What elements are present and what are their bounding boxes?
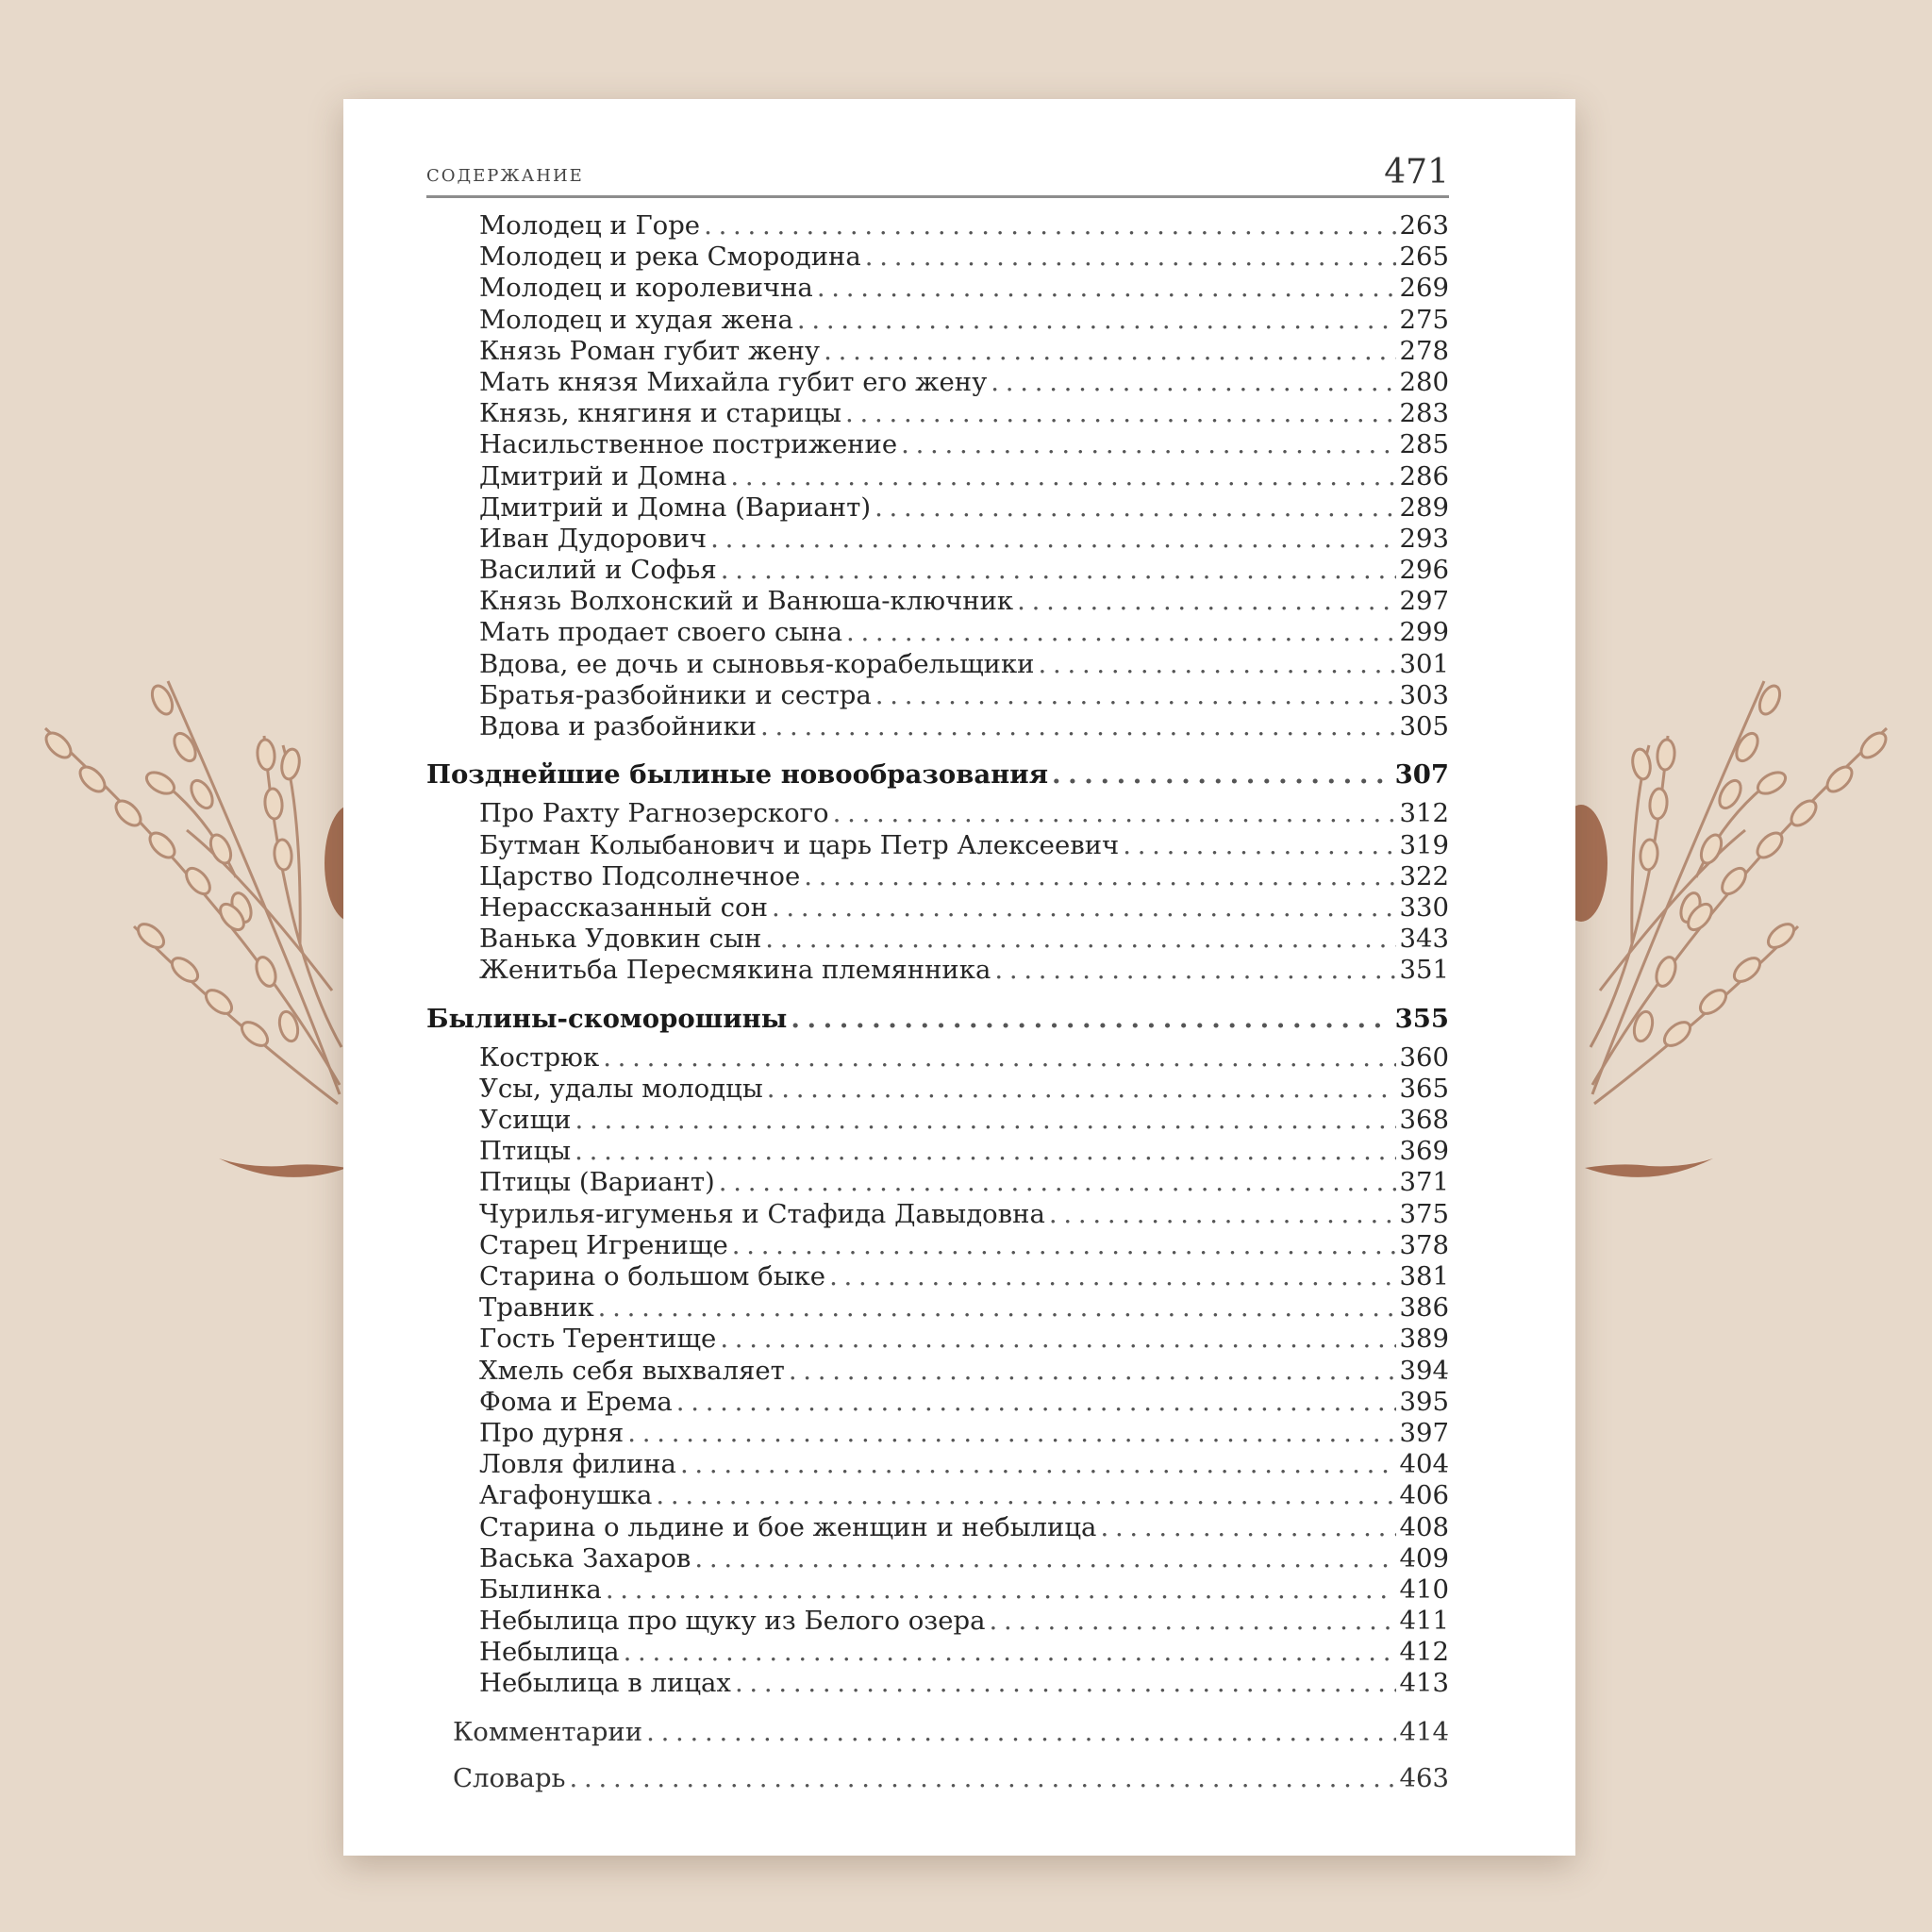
running-header [426,148,1449,198]
toc-dot-leader [720,1324,1395,1354]
toc-entry [426,398,1449,429]
toc-dot-leader [994,955,1395,985]
toc-entry-page: 296 [1399,555,1449,586]
toc-entry-title: Небылица про щуку из Белого озера [479,1606,986,1637]
toc-entry-page: 305 [1399,711,1449,741]
toc-entry [426,1387,1449,1418]
toc-dot-leader [760,711,1395,741]
toc-entry-page: 312 [1399,798,1449,829]
toc-entry-title: Словарь [453,1762,566,1793]
toc-entry [426,1042,1449,1074]
toc-entry-page: 265 [1399,242,1449,273]
toc-dot-leader [1100,1512,1395,1542]
toc-dot-leader [730,461,1395,491]
toc-dot-leader [767,1074,1396,1104]
toc-dot-leader [570,1763,1396,1793]
toc-entry-title: Про дурня [479,1417,625,1448]
toc-entry-page: 289 [1399,491,1449,523]
toc-entry [426,892,1449,924]
toc-entry [426,1449,1449,1480]
toc-entry [426,1543,1449,1574]
toc-entry-title: Молодец и Горе [479,210,701,241]
toc-entry [426,555,1449,586]
toc-dot-leader [646,1717,1395,1747]
toc-entry-title: Вдова и разбойники [479,711,758,741]
toc-entry-title: Ловля филина [479,1449,676,1480]
toc-entry [426,1136,1449,1167]
toc-entry-title: Небылица [479,1637,620,1668]
toc-entry-page: 409 [1399,1542,1449,1574]
toc-entry [426,492,1449,524]
toc-entry [426,461,1449,492]
toc-entry-title: Князь Волхонский и Ванюша-ключник [479,586,1014,617]
toc-dot-leader [875,680,1396,710]
toc-entry [426,1637,1449,1668]
toc-section-heading [426,759,1449,791]
toc-entry [426,1292,1449,1324]
toc-entry [426,1199,1449,1230]
toc-entry-page: 463 [1399,1762,1449,1793]
toc-entry-page: 394 [1399,1355,1449,1386]
toc-dot-leader [680,1449,1396,1479]
toc-entry-page: 404 [1399,1449,1449,1480]
toc-entry-title: Травник [479,1292,594,1324]
toc-appendix-entry [426,1763,1449,1794]
toc-entry [426,924,1449,955]
toc-entry-title: Старина о льдине и бое женщин и небылица [479,1511,1097,1542]
toc-entry-title: Васька Захаров [479,1542,691,1574]
toc-entry-page: 319 [1399,829,1449,860]
toc-dot-leader [874,492,1395,523]
toc-entry-title: Агафонушка [479,1480,653,1511]
toc-entry [426,242,1449,273]
page-number: 471 [1384,153,1449,192]
toc-entry [426,649,1449,680]
toc-entry-page: 381 [1399,1261,1449,1291]
toc-entry [426,1074,1449,1105]
toc-entry-title: Мать продает своего сына [479,617,842,648]
toc-dot-leader [1052,759,1391,790]
toc-entry [426,1105,1449,1136]
toc-dot-leader [990,1606,1396,1636]
toc-dot-leader [606,1574,1396,1605]
toc-dot-leader [791,1004,1391,1034]
toc-entry-page: 330 [1399,891,1449,923]
toc-entry [426,1668,1449,1699]
toc-entry-title: Птицы (Вариант) [479,1167,715,1198]
toc-dot-leader [721,555,1396,585]
toc-entry-title: Усищи [479,1105,572,1136]
toc-dot-leader [694,1543,1395,1574]
toc-entry-title: Позднейшие былиные новообразования [426,759,1049,791]
toc-entry-page: 408 [1399,1511,1449,1542]
toc-entry-title: Чурилья-игуменья и Стафида Давыдовна [479,1198,1045,1229]
toc-entry-page: 351 [1399,955,1449,986]
right-willow-branch-icon [1555,681,1890,1177]
toc-entry [426,830,1449,861]
toc-entry-title: Былинка [479,1574,602,1605]
toc-dot-leader [575,1105,1396,1135]
toc-dot-leader [833,798,1396,828]
toc-entry-page: 365 [1399,1073,1449,1104]
toc-entry-page: 375 [1399,1198,1449,1229]
toc-entry-title: Про Рахту Рагнозерского [479,798,829,829]
toc-entry [426,1261,1449,1292]
toc-dot-leader [797,305,1396,335]
toc-dot-leader [817,273,1396,303]
left-willow-branch-icon [42,681,377,1177]
toc-dot-leader [789,1356,1396,1386]
toc-entry [426,1230,1449,1261]
toc-entry-page: 413 [1399,1668,1449,1699]
toc-entry [426,1480,1449,1511]
toc-entry-page: 395 [1399,1386,1449,1417]
toc-entry-page: 283 [1399,398,1449,429]
book-page [343,99,1575,1856]
toc-entry-title: Вдова, ее дочь и сыновья-корабельщики [479,648,1035,679]
toc-entry [426,1167,1449,1198]
toc-entry-page: 269 [1399,273,1449,304]
toc-entry-title: Василий и Софья [479,555,717,586]
toc-dot-leader [624,1637,1396,1667]
toc-dot-leader [845,398,1395,428]
table-of-contents [426,210,1449,1794]
toc-entry-page: 297 [1399,586,1449,617]
toc-entry-page: 278 [1399,335,1449,366]
toc-dot-leader [575,1136,1395,1166]
toc-entry [426,1512,1449,1543]
toc-entry-title: Молодец и худая жена [479,304,793,335]
toc-entry [426,711,1449,742]
toc-entry [426,861,1449,892]
toc-entry [426,367,1449,398]
toc-entry-title: Кострюк [479,1041,600,1073]
toc-entry-page: 368 [1399,1105,1449,1136]
toc-entry [426,273,1449,304]
toc-entry-page: 343 [1399,924,1449,955]
toc-entry-title: Женитьба Пересмякина племянника [479,955,991,986]
toc-entry [426,586,1449,617]
toc-entry-title: Ванька Удовкин сын [479,924,762,955]
toc-entry-page: 411 [1399,1606,1449,1637]
toc-entry-title: Насильственное пострижение [479,429,898,460]
toc-entry-page: 410 [1399,1574,1449,1605]
toc-dot-leader [804,861,1395,891]
toc-entry [426,524,1449,555]
toc-entry-page: 322 [1399,860,1449,891]
toc-entry [426,617,1449,648]
toc-entry [426,1606,1449,1637]
toc-entry-page: 414 [1399,1716,1449,1747]
toc-dot-leader [1017,586,1395,616]
toc-entry [426,1324,1449,1355]
toc-entry-title: Молодец и королевична [479,273,813,304]
toc-dot-leader [765,924,1395,954]
toc-entry-title: Старец Игренище [479,1229,728,1260]
toc-entry-title: Дмитрий и Домна (Вариант) [479,491,872,523]
toc-entry-title: Молодец и река Смородина [479,242,861,273]
toc-dot-leader [735,1668,1396,1698]
right-leaf-bottom [1585,1158,1713,1177]
toc-entry-title: Нерассказанный сон [479,891,768,923]
toc-dot-leader [829,1261,1395,1291]
toc-dot-leader [772,892,1396,923]
toc-entry-page: 369 [1399,1136,1449,1167]
toc-entry-page: 280 [1399,366,1449,397]
toc-entry-page: 397 [1399,1417,1449,1448]
toc-entry [426,680,1449,711]
toc-entry-page: 355 [1394,1003,1449,1034]
toc-entry-page: 275 [1399,304,1449,335]
toc-entry-title: Князь, княгиня и старицы [479,398,842,429]
toc-entry-page: 371 [1399,1167,1449,1198]
toc-entry [426,305,1449,336]
toc-entry-title: Птицы [479,1136,572,1167]
toc-entry-title: Иван Дудорович [479,523,708,554]
toc-entry-title: Царство Подсолнечное [479,860,801,891]
toc-dot-leader [1049,1199,1396,1229]
toc-entry [426,798,1449,829]
toc-entry-title: Мать князя Михайла губит его жену [479,366,988,397]
toc-entry-page: 307 [1394,759,1449,791]
toc-entry-page: 406 [1399,1480,1449,1511]
toc-entry-page: 360 [1399,1041,1449,1073]
toc-entry [426,1418,1449,1449]
toc-dot-leader [1039,649,1396,679]
toc-dot-leader [710,524,1395,554]
toc-entry [426,336,1449,367]
toc-entry [426,1356,1449,1387]
toc-entry-page: 412 [1399,1637,1449,1668]
toc-dot-leader [656,1480,1395,1510]
toc-entry-title: Небылица в лицах [479,1668,731,1699]
toc-entry-title: Фома и Ерема [479,1386,673,1417]
toc-entry-page: 293 [1399,523,1449,554]
toc-entry-title: Усы, удалы молодцы [479,1073,763,1104]
toc-dot-leader [603,1042,1395,1073]
toc-dot-leader [676,1387,1396,1417]
toc-dot-leader [865,242,1396,272]
toc-dot-leader [719,1167,1396,1197]
toc-entry-title: Князь Роман губит жену [479,335,821,366]
toc-dot-leader [732,1230,1396,1260]
toc-dot-leader [991,367,1395,397]
toc-entry-page: 378 [1399,1229,1449,1260]
toc-entry [426,1574,1449,1606]
toc-entry-page: 386 [1399,1292,1449,1324]
toc-entry-title: Старина о большом быке [479,1261,826,1291]
toc-entry-page: 285 [1399,429,1449,460]
toc-entry-page: 303 [1399,679,1449,710]
running-header-title: содержание [426,159,584,188]
toc-entry [426,955,1449,986]
toc-entry [426,429,1449,460]
left-leaf-bottom [219,1158,347,1177]
toc-entry-title: Дмитрий и Домна [479,460,727,491]
toc-entry-page: 286 [1399,460,1449,491]
toc-entry [426,210,1449,242]
toc-dot-leader [598,1292,1396,1323]
toc-entry-title: Гость Терентище [479,1324,717,1355]
toc-entry-title: Хмель себя выхваляет [479,1355,785,1386]
toc-entry-title: Былины-скоморошины [426,1003,788,1034]
toc-dot-leader [901,429,1395,459]
toc-dot-leader [846,617,1396,647]
toc-entry-title: Комментарии [453,1716,643,1747]
toc-entry-page: 389 [1399,1324,1449,1355]
toc-dot-leader [1123,830,1395,860]
toc-dot-leader [704,210,1395,241]
toc-entry-title: Бутман Колыбанович и царь Петр Алексеевич [479,829,1120,860]
toc-entry-page: 299 [1399,617,1449,648]
toc-entry-page: 301 [1399,648,1449,679]
toc-dot-leader [824,336,1395,366]
toc-appendix-entry [426,1717,1449,1748]
toc-dot-leader [627,1418,1395,1448]
toc-entry-page: 263 [1399,210,1449,241]
toc-section-heading [426,1004,1449,1035]
toc-entry-title: Братья-разбойники и сестра [479,679,872,710]
